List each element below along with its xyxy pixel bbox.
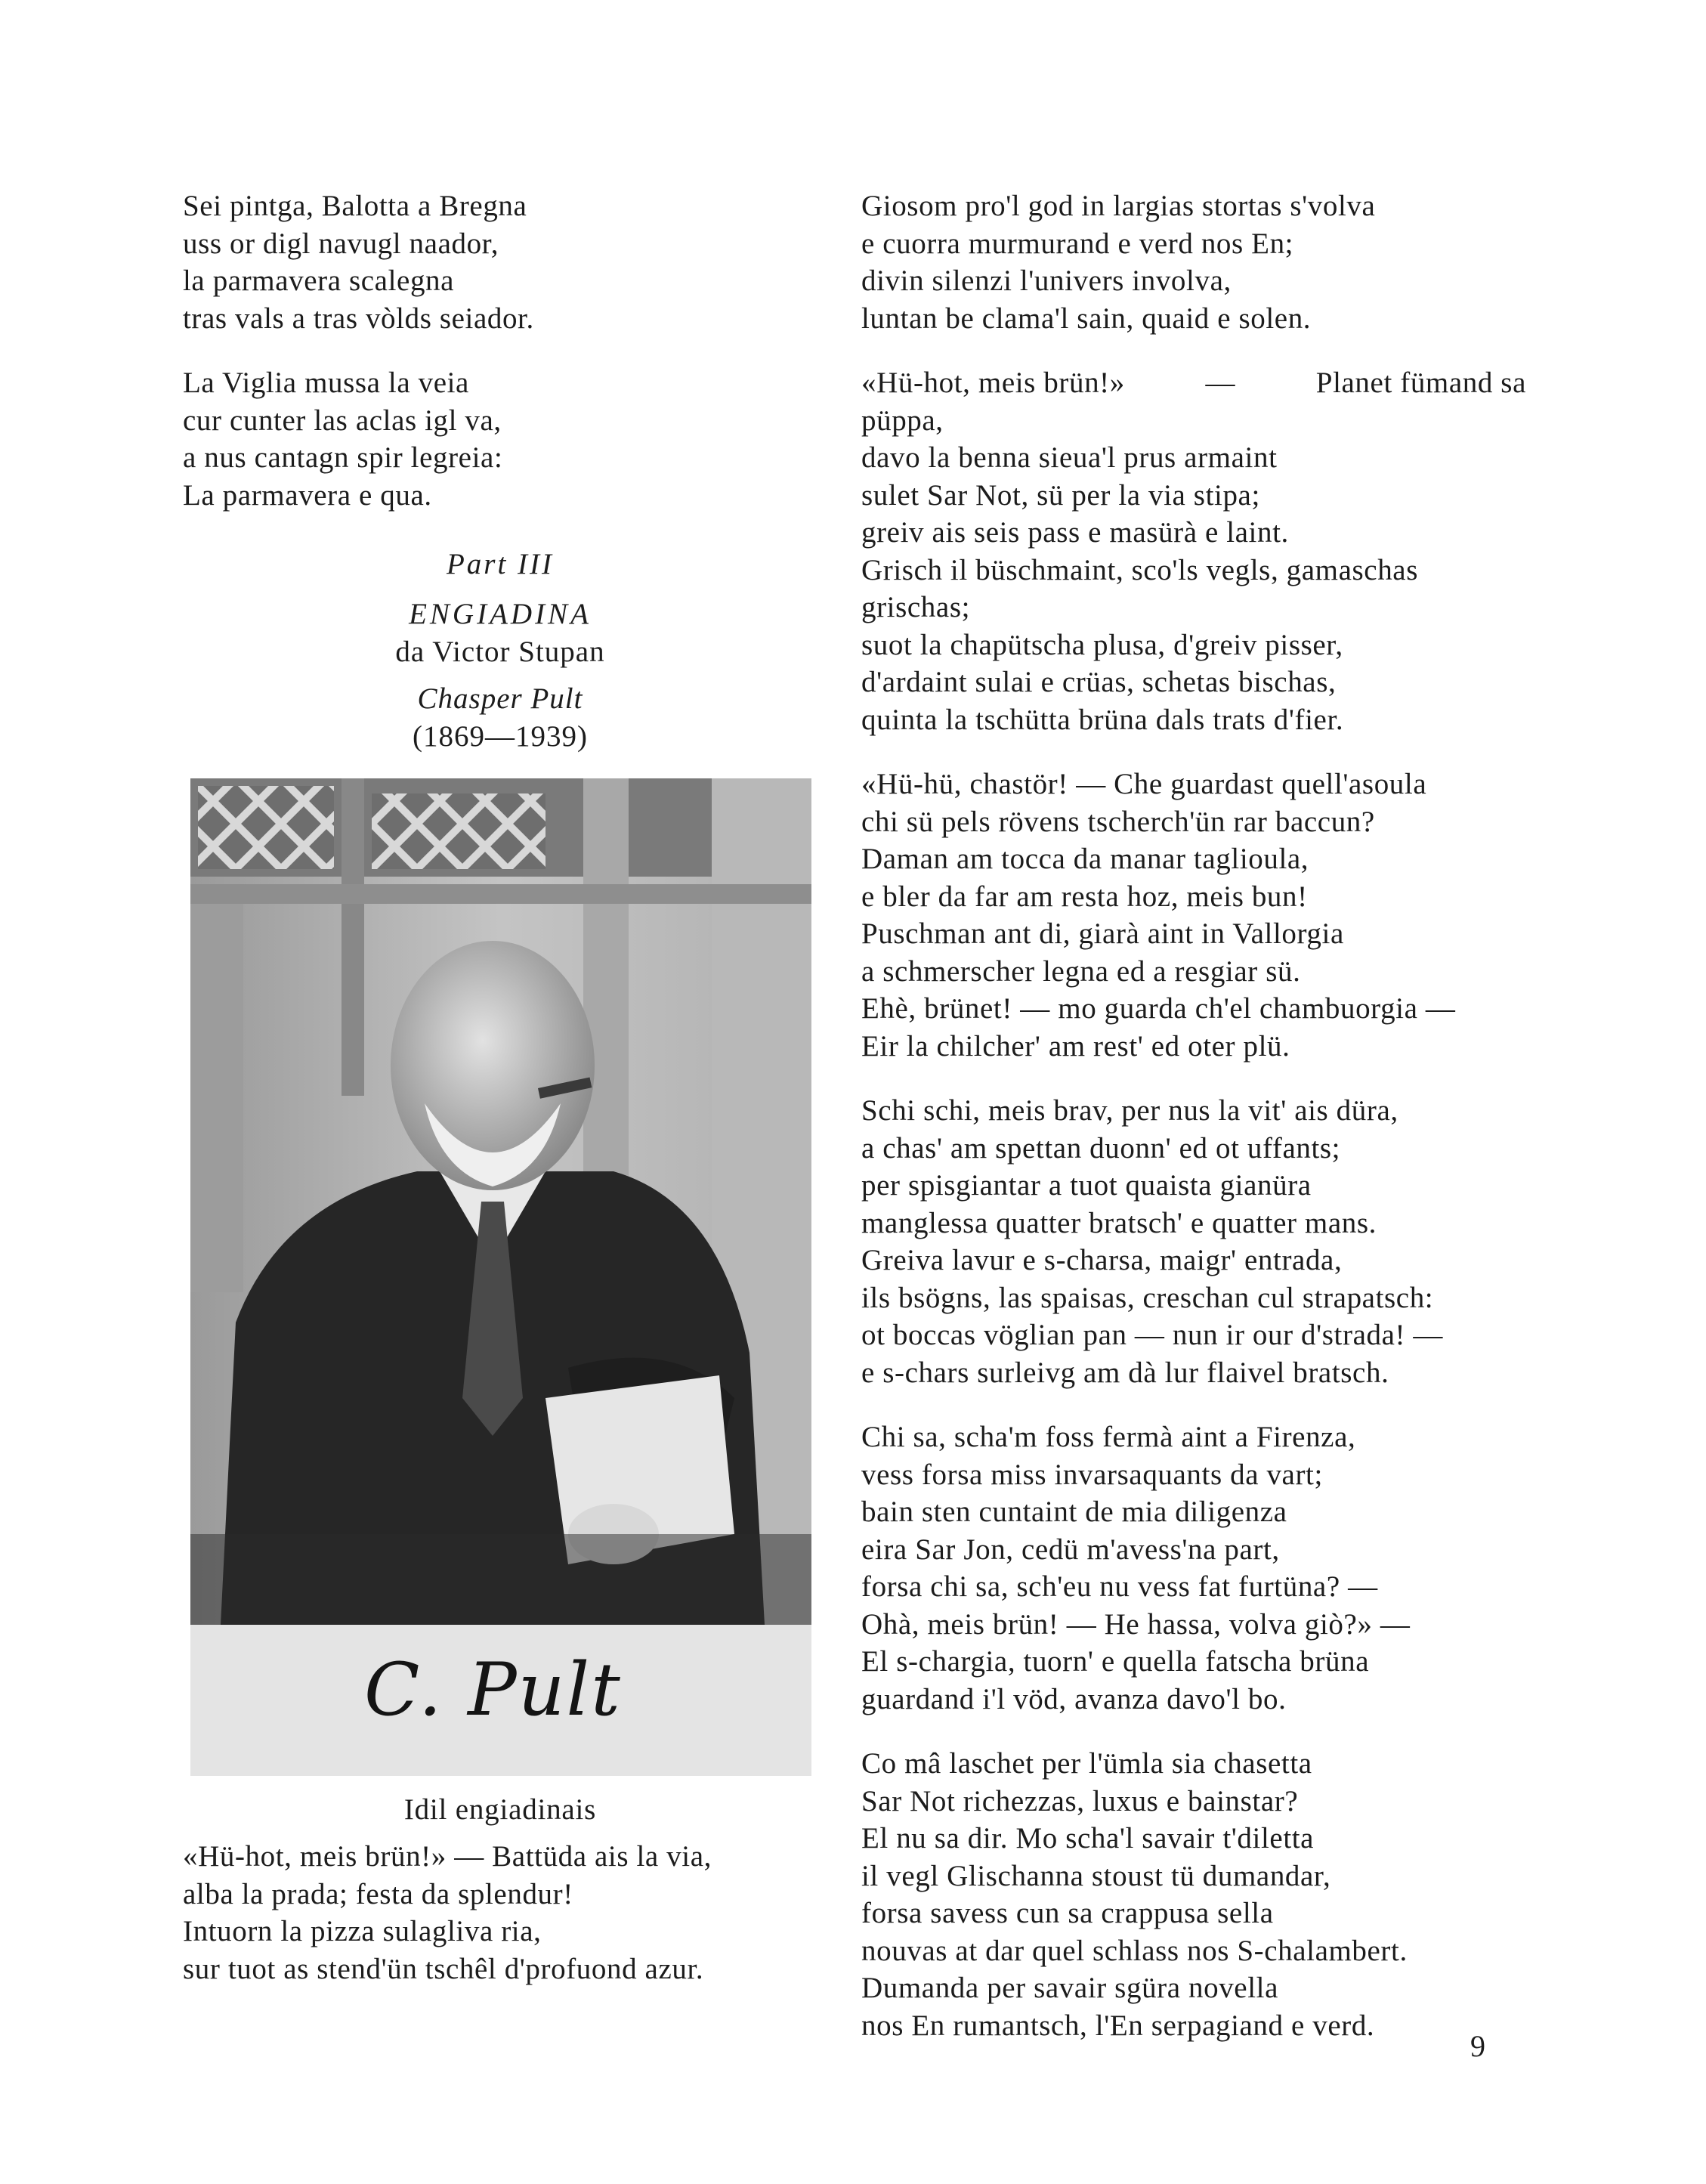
verse-line: la parmavera scalegna — [183, 264, 455, 297]
poem-title: Idil engiadinais — [403, 1793, 597, 1826]
verse-line: alba la prada; festa da splendur! — [183, 1877, 573, 1910]
verse-line: nos En rumantsch, l'En serpagiand e verd. — [861, 2009, 1375, 2042]
verse-line: manglessa quatter bratsch' e quatter mans. — [861, 1206, 1377, 1239]
verse-line: a nus cantagn spir legreia: — [183, 441, 503, 474]
verse-segment: — — [1205, 367, 1236, 399]
verse-line: Ehè, brünet! — mo guarda ch'el chambuorgia — — [861, 992, 1456, 1025]
verse-line: a schmerscher legna ed a resgiar sü. — [861, 954, 1301, 988]
stanza-viglia — [183, 364, 817, 514]
verse-line: tras vals a tras vòlds seiador. — [183, 302, 534, 335]
verse-line: forsa savess cun sa crappusa sella — [861, 1897, 1274, 1929]
verse-line: davo la benna sieua'l prus armaint — [861, 441, 1278, 474]
stanza-spring — [183, 187, 817, 337]
verse-line: Daman am tocca da manar taglioula, — [861, 843, 1309, 875]
author-credit: da Victor Stupan — [395, 636, 605, 668]
poet-name: Chasper Pult — [417, 682, 583, 715]
verse-line: sulet Sar Not, sü per la via stipa; — [861, 478, 1260, 512]
verse-line: ils bsögns, las spaisas, creschan cul strapatsch: — [861, 1281, 1434, 1314]
page-number: 9 — [1470, 2029, 1485, 2063]
verse-line: Grisch il büschmaint, sco'ls vegls, gamaschas — [861, 553, 1418, 586]
verse-line: Giosom pro'l god in largias stortas s'volva — [861, 190, 1376, 222]
poet-dates: (1869—1939) — [413, 720, 588, 753]
verse-line: La parmavera e qua. — [183, 478, 432, 512]
verse-line: Intuorn la pizza sulagliva ria, — [183, 1915, 542, 1947]
portrait-image — [190, 778, 811, 1625]
verse-line: suot la chapütscha plusa, d'greiv pisser, — [861, 628, 1343, 661]
verse-line: Ohà, meis brün! — He hassa, volva giò?» — — [861, 1607, 1411, 1641]
verse-line-justified — [861, 364, 1526, 402]
signature: C. Pult — [364, 1647, 622, 1732]
part-title: Part III — [446, 548, 555, 580]
verse-line: greiv ais seis pass e masürà e laint. — [861, 516, 1289, 549]
portrait-photo — [190, 778, 811, 1776]
verse-line: Puschman ant di, giarà aint in Vallorgia — [861, 917, 1344, 950]
verse-segment: «Hü-hot, meis brün!» — [861, 367, 1125, 399]
verse-line: grischas; — [861, 591, 971, 623]
verse-line: vess forsa miss invarsaquants da vart; — [861, 1458, 1323, 1491]
right-column — [861, 187, 1526, 2071]
verse-line: El s-chargia, tuorn' e quella fatscha brüna — [861, 1645, 1370, 1678]
verse-line: Sei pintga, Balotta a Bregna — [183, 190, 527, 222]
verse-line: e s-chars surleivg am dà lur flaivel bratsch. — [861, 1356, 1389, 1389]
verse-line: Sar Not richezzas, luxus e bainstar? — [861, 1784, 1299, 1817]
verse-line: d'ardaint sulai e crüas, schetas bischas, — [861, 666, 1337, 698]
stanza-chastor — [861, 766, 1526, 1065]
signature-strip — [190, 1625, 811, 1776]
verse-line: Dumanda per savair sgüra novella — [861, 1972, 1279, 2004]
verse-line: Greiva lavur e s-charsa, maigr' entrada, — [861, 1244, 1343, 1276]
verse-line: chi sü pels rövens tscherch'ün rar baccun? — [861, 805, 1375, 838]
verse-line: «Hü-hü, chastör! — Che guardast quell'asoula — [861, 768, 1427, 800]
stanza-sar-not — [861, 364, 1526, 738]
stanza-chasetta — [861, 1745, 1526, 2044]
stanza-schi-schi — [861, 1092, 1526, 1391]
verse-line: «Hü-hot, meis brün!» — Battüda ais la via, — [183, 1840, 712, 1873]
section-title: ENGIADINA — [409, 598, 592, 630]
stanza-firenza — [861, 1418, 1526, 1718]
verse-line: La Viglia mussa la veia — [183, 367, 469, 399]
verse-line: sur tuot as stend'ün tschêl d'profuond azur. — [183, 1952, 704, 1985]
verse-line: Chi sa, scha'm foss fermà aint a Firenza, — [861, 1421, 1356, 1453]
verse-line: uss or digl navugl naador, — [183, 227, 499, 260]
verse-line: nouvas at dar quel schlass nos S-chalambert. — [861, 1934, 1408, 1967]
verse-line: forsa chi sa, sch'eu nu vess fat furtüna? — — [861, 1570, 1378, 1603]
stanza-opening — [183, 1838, 833, 1988]
verse-line: e bler da far am resta hoz, meis bun! — [861, 880, 1308, 913]
verse-line: per spisgiantar a tuot quaista gianüra — [861, 1169, 1312, 1202]
verse-line: püppa, — [861, 404, 944, 437]
verse-line: eira Sar Jon, cedü m'avess'na part, — [861, 1533, 1280, 1566]
verse-line: Eir la chilcher' am rest' ed oter plü. — [861, 1029, 1290, 1063]
verse-line: a chas' am spettan duonn' ed ot uffants; — [861, 1131, 1341, 1165]
verse-line: Co mâ laschet per l'ümla sia chasetta — [861, 1747, 1312, 1780]
verse-line: Schi schi, meis brav, per nus la vit' ais düra, — [861, 1094, 1398, 1127]
verse-line: il vegl Glischanna stoust tü dumandar, — [861, 1859, 1331, 1892]
left-column — [183, 187, 817, 756]
verse-segment: Planet fümand sa — [1315, 367, 1526, 399]
verse-line: cur cunter las aclas igl va, — [183, 404, 502, 437]
verse-line: guardand i'l vöd, avanza davo'l bo. — [861, 1682, 1287, 1715]
verse-line: bain sten cuntaint de mia diligenza — [861, 1496, 1287, 1528]
verse-line: ot boccas vöglian pan — nun ir our d'strada! — — [861, 1319, 1444, 1351]
verse-line: e cuorra murmurand e verd nos En; — [861, 227, 1294, 260]
verse-line: divin silenzi l'univers involva, — [861, 264, 1232, 297]
verse-line: El nu sa dir. Mo scha'l savair t'diletta — [861, 1822, 1315, 1855]
verse-line: luntan be clama'l sain, quaid e solen. — [861, 302, 1312, 335]
stanza-river — [861, 187, 1526, 337]
verse-line: quinta la tschütta brüna dals trats d'fier. — [861, 703, 1344, 736]
